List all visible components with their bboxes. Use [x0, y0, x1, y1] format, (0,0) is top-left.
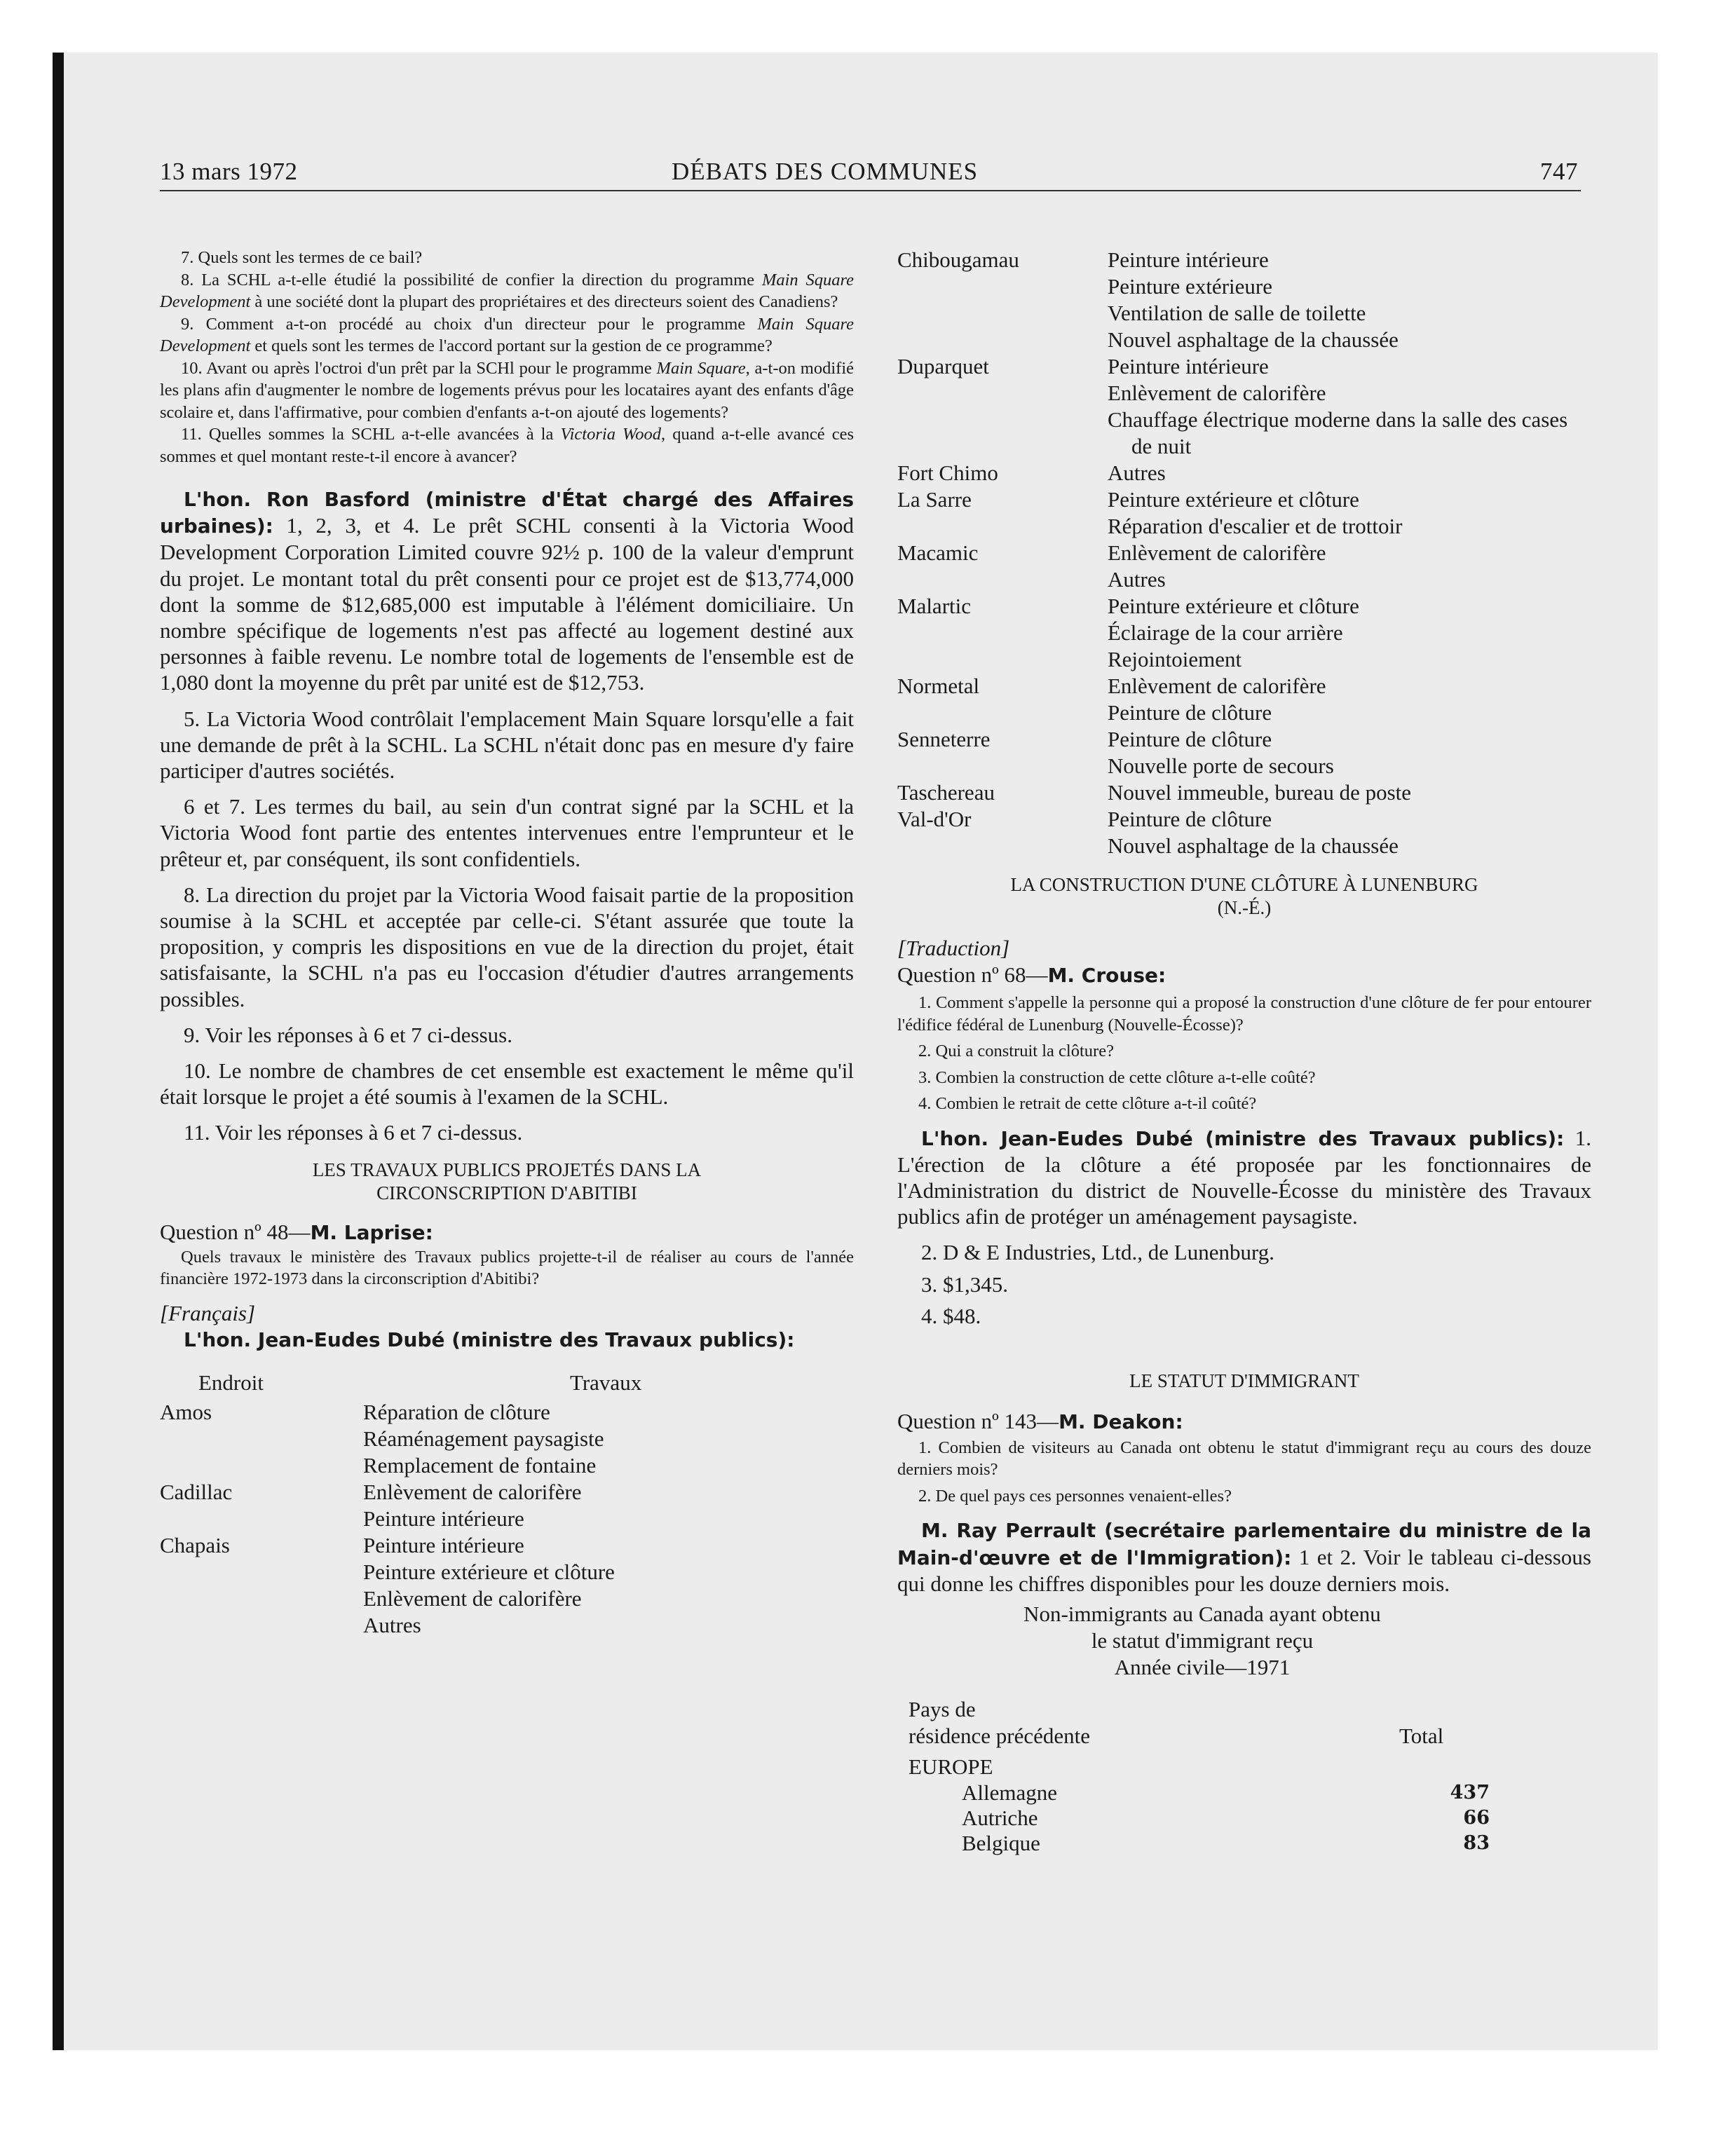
works-items: [1108, 726, 1591, 779]
immigrant-row: [897, 1831, 1591, 1856]
immigrant-total: 83: [1463, 1832, 1490, 1855]
works-item: Rejointoiement: [1108, 647, 1242, 671]
speaker-basford: L'hon. Ron Basford (ministre d'État chargé des Affaires urbaines):: [160, 488, 854, 538]
works-item: Peinture intérieure: [1108, 354, 1269, 378]
answer-6-7: 6 et 7. Les termes du bail, au sein d'un contrat signé par la SCHL et la Victoria Wood font partie des ententes intervenues entre l'emprunteur et le prêteur et, par conséquent, ils sont confidentiels.: [160, 794, 854, 871]
works-item: Peinture intérieure: [363, 1532, 524, 1557]
table-title-line-1: Non-immigrants au Canada ayant obtenu: [1023, 1602, 1381, 1627]
works-item: Nouvel asphaltage de la chaussée: [1108, 833, 1399, 858]
works-item: Peinture intérieure: [363, 1506, 524, 1531]
question-68-4: 4. Combien le retrait de cette clôture a-t-il coûté?: [918, 1094, 1257, 1113]
answer-68-3: 3. $1,345.: [921, 1271, 1008, 1297]
immigrant-country: Autriche: [962, 1806, 1038, 1831]
answer-8: 8. La direction du projet par la Victoria Wood faisait partie de la proposition soumise à la SCHL et acceptée par celle-ci. S'étant assurée que toute la proposition, y compris les dispositions en vue de la direction du projet, était satisfaisante, la SCHL n'a pas eu l'occasion d'étudier d'autres arrangements possibles.: [160, 882, 854, 1011]
works-place: Val-d'Or: [897, 807, 972, 831]
immigrant-row: [897, 1806, 1591, 1831]
works-row: [160, 1532, 854, 1639]
works-row: [897, 486, 1591, 540]
works-item: Peinture de clôture: [1108, 807, 1272, 831]
question-48-header: Question nº 48—M. Laprise:: [160, 1219, 433, 1244]
works-items: [363, 1399, 854, 1479]
works-items: [1108, 353, 1591, 460]
question-11: 11. Quelles sommes la SCHL a-t-elle avancées à la Victoria Wood, quand a-t-elle avancé ces sommes et quel montant reste-t-il encore à avancer?: [160, 425, 855, 466]
header-date: 13 mars 1972: [160, 158, 298, 185]
col-total: Total: [1399, 1724, 1444, 1749]
speaker-dube-68: L'hon. Jean-Eudes Dubé (ministre des Travaux publics):: [921, 1126, 1565, 1150]
works-item: Réparation de clôture: [363, 1399, 550, 1424]
speaker-dube-48: L'hon. Jean-Eudes Dubé (ministre des Travaux publics):: [184, 1328, 795, 1351]
answer-5: 5. La Victoria Wood contrôlait l'emplacement Main Square lorsqu'elle a fait une demande de prêt à la SCHL. La SCHL n'était donc pas en mesure d'y faire participer d'autres sociétés.: [160, 706, 854, 784]
answer-10: 10. Le nombre de chambres de cet ensemble est exactement le même qu'il était lorsque le projet a été soumis à l'examen de la SCHL.: [160, 1058, 854, 1110]
works-item: Ventilation de salle de toilette: [1108, 301, 1366, 325]
speaker-perrault: M. Ray Perrault (secrétaire parlementaire du ministre de la Main-d'œuvre et de l'Immigration):: [897, 1519, 1591, 1569]
right-column: [897, 247, 1591, 1856]
question-143-2: 2. De quel pays ces personnes venaient-elles?: [918, 1486, 1232, 1506]
works-place: Normetal: [897, 674, 980, 698]
section-heading-immigrant: LE STATUT D'IMMIGRANT: [1129, 1370, 1359, 1391]
answer-68-2: 2. D & E Industries, Ltd., de Lunenburg.: [921, 1240, 1274, 1265]
works-place: Chibougamau: [897, 247, 1019, 272]
works-item: Peinture de clôture: [1108, 700, 1272, 725]
header-title: DÉBATS DES COMMUNES: [672, 158, 979, 185]
works-row: [160, 1479, 854, 1532]
immigrant-total: 66: [1463, 1807, 1490, 1829]
works-item: Peinture extérieure: [1108, 274, 1272, 299]
works-items: [1108, 806, 1591, 859]
works-row: [897, 593, 1591, 673]
question-8: 8. La SCHL a-t-elle étudié la possibilité de confier la direction du programme Main Square Development à une société dont la plupart des propriétaires et des directeurs soient des Canadiens?: [160, 270, 855, 311]
section-heading-abitibi: LES TRAVAUX PUBLICS PROJETÉS DANS LA CIRCONSCRIPTION D'ABITIBI: [312, 1159, 702, 1203]
question-48-text: Quels travaux le ministère des Travaux publics projette-t-il de réaliser au cours de l'année financière 1972-1973 dans la circonscription d'Abitibi?: [160, 1247, 854, 1289]
works-item: Enlèvement de calorifère: [1108, 381, 1326, 405]
works-item: Nouvelle porte de secours: [1108, 753, 1334, 778]
immigrant-row: [897, 1780, 1591, 1806]
immigrant-rows: [897, 1780, 1591, 1856]
works-place: Macamic: [897, 540, 979, 565]
works-item: Enlèvement de calorifère: [363, 1585, 582, 1611]
question-10: 10. Avant ou après l'octroi d'un prêt par la SCHl pour le programme Main Square, a-t-on modifié les plans afin d'augmenter le nombre de logements prévus pour les locataires ayant des enfants d'âge scolaire et, dans l'affirmative, pour combien d'enfants a-t-on ajouté des logements?: [160, 358, 855, 422]
works-row: [897, 247, 1591, 353]
works-item: Autres: [363, 1612, 421, 1637]
immigrant-total: 437: [1450, 1782, 1490, 1804]
works-items: [1108, 460, 1591, 486]
works-place: Cadillac: [160, 1479, 233, 1504]
works-table-left: [160, 1370, 854, 1639]
works-place: Fort Chimo: [897, 460, 998, 485]
works-place: Malartic: [897, 594, 972, 618]
works-item: Autres: [1108, 460, 1166, 485]
language-marker-francais: [Français]: [160, 1300, 256, 1325]
question-143-1: 1. Combien de visiteurs au Canada ont obtenu le statut d'immigrant reçu au cours des douze derniers mois?: [897, 1438, 1591, 1480]
works-items: [1108, 540, 1591, 593]
answer-11: 11. Voir les réponses à 6 et 7 ci-dessus.: [184, 1120, 523, 1145]
works-item: Chauffage électrique moderne dans la salle des cases de nuit: [1108, 407, 1568, 458]
works-row: [897, 540, 1591, 593]
works-items: [1108, 247, 1591, 353]
works-table-right: [897, 247, 1591, 859]
works-row: [897, 779, 1591, 806]
works-items: [1108, 486, 1591, 540]
works-item: Peinture extérieure et clôture: [1108, 487, 1359, 512]
works-place: Taschereau: [897, 780, 995, 805]
works-row: [897, 353, 1591, 460]
question-68-2: 2. Qui a construit la clôture?: [918, 1042, 1114, 1060]
section-heading-lunenburg: LA CONSTRUCTION D'UNE CLÔTURE À LUNENBURG (N.-É.): [1010, 874, 1478, 918]
works-left-rows: [160, 1399, 854, 1639]
question-68-header: Question nº 68—M. Crouse:: [897, 962, 1166, 987]
immigrant-table-title: [897, 1601, 1591, 1681]
works-items: [1108, 673, 1591, 726]
works-items: [363, 1479, 854, 1532]
works-place: Amos: [160, 1399, 212, 1424]
col-endroit: Endroit: [198, 1370, 264, 1395]
immigrant-table: [897, 1696, 1591, 1856]
works-place: Duparquet: [897, 354, 989, 378]
works-item: Peinture extérieure et clôture: [363, 1559, 615, 1584]
works-item: Réaménagement paysagiste: [363, 1426, 604, 1451]
works-row: [160, 1399, 854, 1479]
answer-68-4: 4. $48.: [921, 1303, 981, 1328]
language-marker-traduction: [Traduction]: [897, 936, 1010, 960]
works-place: La Sarre: [897, 487, 972, 512]
works-row: [897, 726, 1591, 779]
works-item: Autres: [1108, 567, 1166, 592]
col-pays: Pays de résidence précédente: [909, 1697, 1091, 1749]
left-column: [160, 247, 854, 1639]
immigrant-country: Allemagne: [962, 1780, 1058, 1806]
works-right-rows: [897, 247, 1591, 859]
works-item: Remplacement de fontaine: [363, 1452, 597, 1478]
works-row: [897, 806, 1591, 859]
works-place: Chapais: [160, 1532, 230, 1557]
works-item: Peinture de clôture: [1108, 727, 1272, 751]
works-row: [897, 460, 1591, 486]
works-item: Nouvel immeuble, bureau de poste: [1108, 780, 1412, 805]
question-7: 7. Quels sont les termes de ce bail?: [181, 248, 423, 267]
works-items: [1108, 593, 1591, 673]
header-page-number: 747: [1540, 158, 1578, 185]
works-items: [1108, 779, 1591, 806]
works-item: Réparation d'escalier et de trottoir: [1108, 514, 1403, 538]
immigrant-table-header: [897, 1696, 1591, 1749]
header-rule: [160, 190, 1581, 191]
question-68-3: 3. Combien la construction de cette clôture a-t-elle coûté?: [918, 1067, 1316, 1087]
table-title-line-3: Année civile—1971: [1114, 1655, 1291, 1680]
works-item: Enlèvement de calorifère: [1108, 540, 1326, 565]
answer-68: L'hon. Jean-Eudes Dubé (ministre des Travaux publics): 1. L'érection de la clôture a été proposée par les fonctionnaires de l'Administration du district de Nouvelle-Écosse du ministère des Travaux publics afin de protéger un aménagement paysagiste.: [897, 1125, 1591, 1229]
works-items: [363, 1532, 854, 1639]
works-item: Peinture intérieure: [1108, 247, 1269, 272]
question-143-header: Question nº 143—M. Deakon:: [897, 1408, 1183, 1433]
col-travaux: Travaux: [570, 1370, 642, 1395]
works-row: [897, 673, 1591, 726]
works-item: Éclairage de la cour arrière: [1108, 620, 1343, 645]
immigrant-country: Belgique: [962, 1831, 1040, 1856]
answer-9: 9. Voir les réponses à 6 et 7 ci-dessus.: [184, 1022, 512, 1047]
works-place: Senneterre: [897, 727, 991, 751]
works-item: Nouvel asphaltage de la chaussée: [1108, 327, 1399, 352]
region-europe: EUROPE: [909, 1754, 993, 1780]
binding-edge: [53, 53, 64, 2050]
works-item: Enlèvement de calorifère: [363, 1479, 582, 1504]
question-9: 9. Comment a-t-on procédé au choix d'un directeur pour le programme Main Square Development et quels sont les termes de l'accord portant sur la gestion de ce programme?: [160, 314, 855, 355]
question-68-1: 1. Comment s'appelle la personne qui a proposé la construction d'une clôture de fer pour entourer l'édifice fédéral de Lunenburg (Nouvelle-Écosse)?: [897, 993, 1591, 1035]
table-title-line-2: le statut d'immigrant reçu: [1091, 1628, 1314, 1653]
answer-143: M. Ray Perrault (secrétaire parlementaire du ministre de la Main-d'œuvre et de l'Immigration): 1 et 2. Voir le tableau ci-dessous qui donne les chiffres disponibles pour les douze derniers mois.: [897, 1519, 1591, 1596]
works-table-header: [160, 1370, 854, 1396]
answer-basford: L'hon. Ron Basford (ministre d'État chargé des Affaires urbaines): 1, 2, 3, et 4. Le prêt SCHL consenti à la Victoria Wood Development Corporation Limited couvre 92½ p. 100 de la valeur d'emprunt du projet. Le montant total du prêt consenti pour ce projet est de $13,774,000 dont la somme de $12,685,000 est imputable à l'élément domiciliaire. Un nombre spécifique de logements n'est pas affecté au logement destiné aux personnes à faible revenu. Le nombre total de logements de l'ensemble est de 1,080 dont la moyenne du prêt par unité est de $12,753.: [160, 488, 854, 695]
works-item: Enlèvement de calorifère: [1108, 674, 1326, 698]
works-item: Peinture extérieure et clôture: [1108, 594, 1359, 618]
